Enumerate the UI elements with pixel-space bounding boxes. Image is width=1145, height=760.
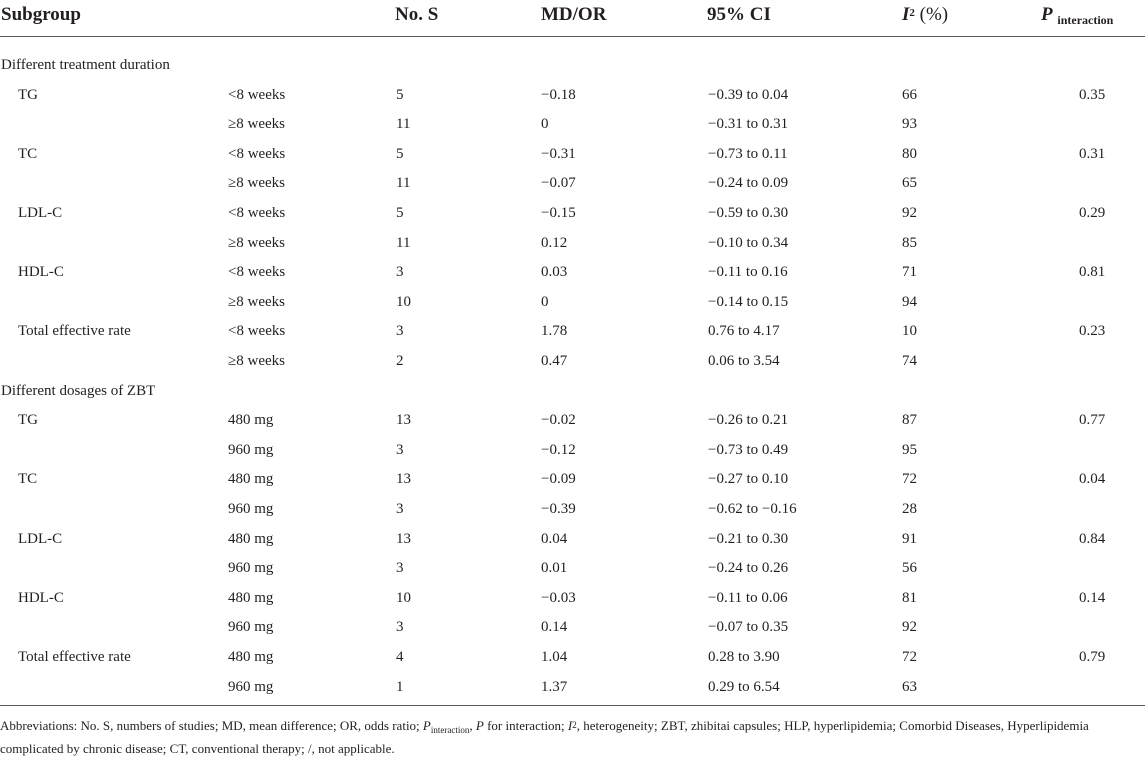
- cell-level: ≥8 weeks: [228, 353, 285, 369]
- cell-md-or: 0.04: [541, 531, 568, 547]
- cell-ci: −0.10 to 0.34: [708, 235, 789, 251]
- table-row: [0, 648, 1145, 677]
- cell-n-studies: 10: [396, 294, 411, 310]
- cell-n-studies: 11: [396, 175, 411, 191]
- cell-p-interaction: 0.31: [1079, 146, 1106, 162]
- table-row: [0, 470, 1145, 499]
- cell-level: 480 mg: [228, 412, 274, 428]
- cell-i2: 72: [902, 649, 917, 665]
- table-row: [0, 530, 1145, 559]
- cell-md-or: −0.02: [541, 412, 576, 428]
- cell-ci: −0.24 to 0.09: [708, 175, 789, 191]
- table-row: [0, 589, 1145, 618]
- cell-outcome: LDL-C: [18, 205, 63, 221]
- footnote-part: , heterogeneity; ZBT, zhibitai capsules; HLP, hyperlipidemia; Comorbid Diseases, Hyperlipidemia complicated by chronic disease; CT, conventional therapy; /, not applicable.: [0, 718, 1089, 756]
- footnote-part: ,: [469, 718, 476, 733]
- cell-n-studies: 5: [396, 205, 404, 221]
- table-row: [0, 263, 1145, 292]
- cell-md-or: 0.03: [541, 264, 568, 280]
- cell-i2: 66: [902, 87, 917, 103]
- header-p-sub: interaction: [1057, 13, 1114, 27]
- cell-i2: 80: [902, 146, 917, 162]
- cell-i2: 93: [902, 116, 917, 132]
- section-title: Different treatment duration: [1, 57, 170, 73]
- table-row: [0, 145, 1145, 174]
- header-md-or: MD/OR: [541, 4, 607, 25]
- cell-i2: 87: [902, 412, 917, 428]
- cell-ci: 0.28 to 3.90: [708, 649, 780, 665]
- cell-level: ≥8 weeks: [228, 116, 285, 132]
- table-row: [0, 559, 1145, 588]
- footnote-p: P: [475, 718, 484, 733]
- cell-n-studies: 5: [396, 146, 404, 162]
- table-row: [0, 322, 1145, 351]
- cell-level: 480 mg: [228, 590, 274, 606]
- cell-n-studies: 3: [396, 560, 404, 576]
- cell-ci: −0.27 to 0.10: [708, 471, 789, 487]
- cell-outcome: Total effective rate: [18, 649, 131, 665]
- cell-n-studies: 13: [396, 531, 411, 547]
- footnote-p-sub: interaction: [430, 725, 470, 735]
- cell-outcome: TC: [18, 471, 38, 487]
- cell-md-or: 1.04: [541, 649, 568, 665]
- cell-level: <8 weeks: [228, 205, 286, 221]
- cell-n-studies: 13: [396, 471, 411, 487]
- footnote: [0, 715, 1140, 760]
- cell-ci: −0.59 to 0.30: [708, 205, 789, 221]
- cell-n-studies: 11: [396, 235, 411, 251]
- cell-level: 480 mg: [228, 649, 274, 665]
- cell-md-or: −0.07: [541, 175, 576, 191]
- cell-level: ≥8 weeks: [228, 294, 285, 310]
- header-i-squared: [902, 3, 948, 27]
- table-row: [0, 174, 1145, 203]
- cell-n-studies: 5: [396, 87, 404, 103]
- table-row: [0, 618, 1145, 647]
- cell-level: 960 mg: [228, 442, 274, 458]
- footnote-p: P: [422, 718, 431, 733]
- table-row: [0, 234, 1145, 263]
- section-heading-row: [0, 382, 1145, 411]
- header-number-of-studies: No. S: [395, 4, 439, 25]
- table-row: [0, 500, 1145, 529]
- cell-i2: 81: [902, 590, 917, 606]
- table-row: [0, 293, 1145, 322]
- cell-p-interaction: 0.04: [1079, 471, 1106, 487]
- cell-md-or: 0.14: [541, 619, 568, 635]
- table-header: [0, 0, 1145, 36]
- table-row: [0, 86, 1145, 115]
- cell-i2: 72: [902, 471, 917, 487]
- section-heading-row: [0, 56, 1145, 85]
- footnote-i: I: [567, 718, 573, 733]
- cell-n-studies: 3: [396, 501, 404, 517]
- cell-outcome: TC: [18, 146, 38, 162]
- table-row: [0, 352, 1145, 381]
- cell-ci: −0.21 to 0.30: [708, 531, 789, 547]
- cell-level: <8 weeks: [228, 264, 286, 280]
- cell-level: 960 mg: [228, 619, 274, 635]
- cell-level: <8 weeks: [228, 87, 286, 103]
- header-i-unit: (%): [919, 4, 949, 25]
- table-row: [0, 115, 1145, 144]
- cell-md-or: −0.03: [541, 590, 576, 606]
- table-row: [0, 411, 1145, 440]
- cell-p-interaction: 0.77: [1079, 412, 1106, 428]
- cell-n-studies: 3: [396, 442, 404, 458]
- cell-level: <8 weeks: [228, 323, 286, 339]
- cell-outcome: TG: [18, 412, 38, 428]
- cell-ci: 0.29 to 6.54: [708, 679, 780, 695]
- header-p-letter: P: [1041, 4, 1053, 25]
- cell-p-interaction: 0.23: [1079, 323, 1106, 339]
- cell-md-or: 0: [541, 116, 549, 132]
- cell-outcome: HDL-C: [18, 590, 64, 606]
- cell-md-or: 1.78: [541, 323, 568, 339]
- cell-md-or: −0.39: [541, 501, 576, 517]
- cell-i2: 95: [902, 442, 917, 458]
- cell-ci: −0.14 to 0.15: [708, 294, 789, 310]
- cell-ci: 0.06 to 3.54: [708, 353, 780, 369]
- cell-ci: −0.11 to 0.16: [708, 264, 788, 280]
- cell-md-or: 0.47: [541, 353, 568, 369]
- cell-ci: −0.24 to 0.26: [708, 560, 789, 576]
- cell-ci: 0.76 to 4.17: [708, 323, 780, 339]
- cell-p-interaction: 0.81: [1079, 264, 1106, 280]
- cell-outcome: TG: [18, 87, 38, 103]
- cell-level: 960 mg: [228, 501, 274, 517]
- cell-md-or: 0.12: [541, 235, 568, 251]
- cell-md-or: 0: [541, 294, 549, 310]
- cell-n-studies: 3: [396, 264, 404, 280]
- cell-p-interaction: 0.79: [1079, 649, 1106, 665]
- cell-md-or: −0.18: [541, 87, 576, 103]
- cell-i2: 65: [902, 175, 917, 191]
- cell-n-studies: 3: [396, 323, 404, 339]
- bottom-rule: [0, 705, 1145, 706]
- cell-n-studies: 11: [396, 116, 411, 132]
- cell-outcome: Total effective rate: [18, 323, 131, 339]
- table-row: [0, 441, 1145, 470]
- table-row: [0, 678, 1145, 707]
- cell-outcome: LDL-C: [18, 531, 63, 547]
- header-p-interaction: [1041, 3, 1113, 28]
- cell-i2: 92: [902, 619, 917, 635]
- cell-ci: −0.26 to 0.21: [708, 412, 789, 428]
- cell-ci: −0.31 to 0.31: [708, 116, 789, 132]
- cell-i2: 10: [902, 323, 917, 339]
- cell-p-interaction: 0.35: [1079, 87, 1106, 103]
- footnote-part: Abbreviations: No. S, numbers of studies; MD, mean difference; OR, odds ratio;: [0, 718, 423, 733]
- table-row: [0, 204, 1145, 233]
- cell-ci: −0.73 to 0.11: [708, 146, 788, 162]
- header-i-sup: 2: [909, 7, 915, 19]
- cell-n-studies: 3: [396, 619, 404, 635]
- cell-level: 960 mg: [228, 679, 274, 695]
- cell-level: ≥8 weeks: [228, 175, 285, 191]
- cell-n-studies: 2: [396, 353, 404, 369]
- cell-i2: 74: [902, 353, 917, 369]
- cell-p-interaction: 0.29: [1079, 205, 1106, 221]
- cell-md-or: −0.15: [541, 205, 576, 221]
- cell-level: 480 mg: [228, 471, 274, 487]
- cell-level: ≥8 weeks: [228, 235, 285, 251]
- header-rule: [0, 36, 1145, 37]
- header-i-letter: I: [902, 4, 910, 25]
- cell-md-or: −0.09: [541, 471, 576, 487]
- cell-n-studies: 4: [396, 649, 404, 665]
- cell-md-or: 0.01: [541, 560, 568, 576]
- cell-md-or: 1.37: [541, 679, 568, 695]
- cell-n-studies: 13: [396, 412, 411, 428]
- cell-ci: −0.73 to 0.49: [708, 442, 789, 458]
- cell-p-interaction: 0.14: [1079, 590, 1106, 606]
- cell-i2: 56: [902, 560, 917, 576]
- cell-i2: 28: [902, 501, 917, 517]
- header-subgroup: Subgroup: [1, 4, 81, 25]
- cell-p-interaction: 0.84: [1079, 531, 1106, 547]
- cell-i2: 85: [902, 235, 917, 251]
- section-title: Different dosages of ZBT: [1, 383, 156, 399]
- cell-i2: 63: [902, 679, 917, 695]
- cell-ci: −0.39 to 0.04: [708, 87, 789, 103]
- cell-outcome: HDL-C: [18, 264, 64, 280]
- cell-ci: −0.62 to −0.16: [708, 501, 797, 517]
- cell-n-studies: 10: [396, 590, 411, 606]
- cell-ci: −0.07 to 0.35: [708, 619, 789, 635]
- cell-ci: −0.11 to 0.06: [708, 590, 788, 606]
- header-95-ci: 95% CI: [707, 4, 771, 25]
- cell-md-or: −0.31: [541, 146, 576, 162]
- cell-i2: 94: [902, 294, 917, 310]
- cell-n-studies: 1: [396, 679, 404, 695]
- cell-md-or: −0.12: [541, 442, 576, 458]
- cell-i2: 91: [902, 531, 917, 547]
- cell-level: 480 mg: [228, 531, 274, 547]
- footnote-part: for interaction;: [483, 718, 568, 733]
- cell-i2: 71: [902, 264, 917, 280]
- cell-level: 960 mg: [228, 560, 274, 576]
- footnote-i-sup: 2: [572, 720, 577, 730]
- cell-i2: 92: [902, 205, 917, 221]
- cell-level: <8 weeks: [228, 146, 286, 162]
